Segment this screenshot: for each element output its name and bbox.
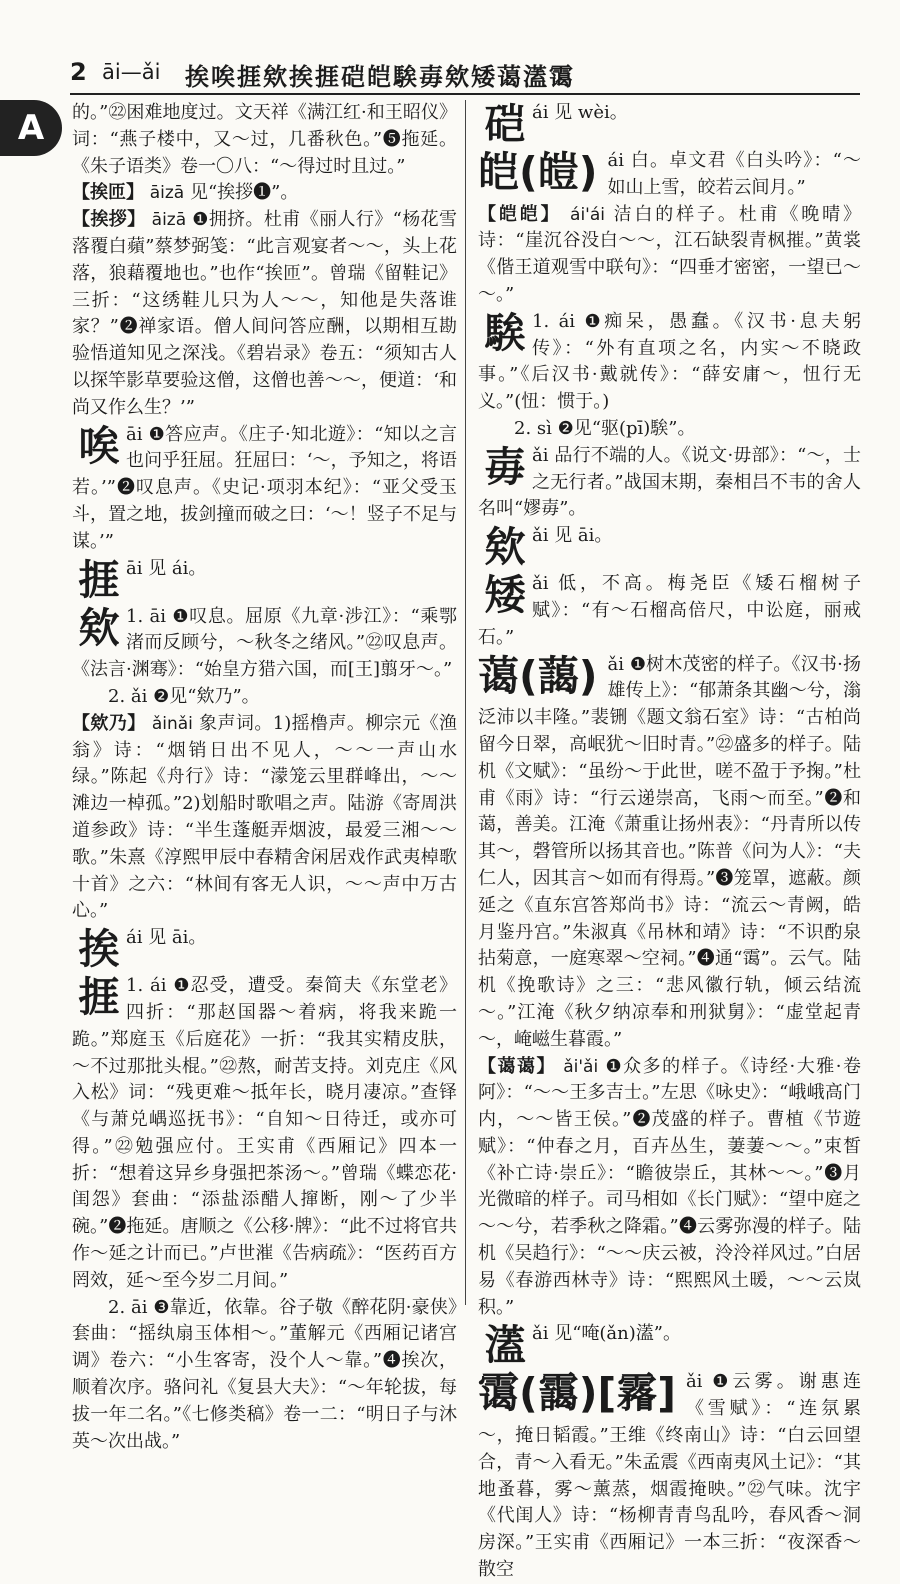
entry-definition: āi ❶答应声。《庄子·知北遊》：“知以之言也问乎狂屈。狂屈曰：‘～，予知之，将语若。’”❷叹息声。《史记·项羽本纪》：“亚父受玉斗，置之地，拔剑撞而破之曰：‘～！竖子不足与谋。’”: [72, 423, 457, 552]
headword-character: 騃: [484, 308, 526, 357]
headword-entry: [478, 1321, 861, 1370]
entry-definition: ǎi ❶云雾。谢惠连《雪赋》：“连氛累～，掩日韬霞。”王维《终南山》诗：“白云回望合，青～入看无。”朱孟震《西南夷风土记》：“其地蚤暮，雾～薰蒸，烟霞掩映。”㉒气味。沈宇《代闺人》诗：“杨柳青青鸟乱吟，春风香～洞房深。”王实甫《西厢记》一本三折：“夜深香～散空: [478, 1371, 861, 1581]
entry-definition: ǎi 低，不高。梅尧臣《矮石榴树子赋》：“有～石榴高倍尺，中讼庭，丽戒石。”: [478, 573, 861, 648]
headword-character: 唉: [78, 421, 120, 470]
entry-definition: ái 白。卓文君《白头吟》：“～如山上雪，皎若云间月。”: [607, 150, 861, 198]
compound-term: 【蔼蔼】: [478, 1055, 556, 1077]
compound-entry: [72, 711, 457, 925]
headword-character: 矮: [484, 571, 526, 620]
headword-character: 捱: [78, 973, 120, 1022]
entry-definition: ǎi ❶树木茂密的样子。《汉书·扬雄传上》：“郁萧条其幽～兮，滃泛沛以丰隆。”裴铏《题文翁石室》诗：“古柏尚留今日翠，高岷犹～旧时青。”㉒盛多的样子。陆机《文赋》：“虽纷～于此世，嗟不盈于予掬。”杜甫《雨》诗：“行云递崇高，飞雨～而至。”❷和蔼，善美。江淹《萧重让扬州表》：“丹青所以传其～，磬管所以扬其音也。”陈普《问为人》：“夫仁人，因其言～如而有得焉。”❸笼罩，遮蔽。颜延之《直东宫答郑尚书》诗：“流云～青阙，皓月鉴丹宫。”朱淑真《吊林和靖》诗：“不识酌泉拈菊意，一庭寒翠～空祠。”❹通“霭”。云气。陆机《挽歌诗》之三：“悲风徽行轨，倾云结流～。”江淹《秋夕纳凉奉和刑狱舅》：“虚堂起青～，崦嵫生暮霞。”: [478, 653, 861, 1050]
compound-entry: [72, 180, 457, 207]
pinyin-range: āi—ǎi: [102, 60, 161, 84]
headword-entry: [478, 652, 861, 1054]
page-header: [0, 0, 900, 98]
headword-entry: [72, 555, 457, 604]
headword-entry: [72, 925, 457, 974]
headword-character: 毐: [484, 442, 526, 491]
right-column: [478, 100, 862, 1581]
headword-character: 皑(皚): [478, 148, 598, 196]
column-divider: [465, 100, 466, 1305]
compound-definition: 见“挨拶❶”。: [189, 182, 299, 204]
headword-character: 蔼(藹): [478, 651, 598, 700]
headword-entry: [478, 148, 861, 202]
headword-character: 欸: [484, 523, 526, 572]
headword-entry: [478, 1369, 861, 1583]
headword-character: 挨: [78, 925, 120, 974]
headword-entry: [478, 100, 861, 148]
entry-definition: ái 见 āi。: [126, 927, 207, 949]
entry-definition: āi 见 ái。: [126, 557, 207, 579]
headword-entry: [478, 443, 861, 523]
entry-definition: 1. ái ❶痴呆，愚蠢。《汉书·息夫躬传》：“外有直项之名，内实～不晓政事。”《后汉书·戴就传》：“薛安庸～，忸行无义。”(忸：惯于。): [478, 310, 861, 413]
header-characters: 挨唉捱欸挨捱硙皑騃毐欸矮蔼濭霭: [185, 63, 575, 91]
compound-pinyin: ǎinǎi: [151, 713, 193, 734]
compound-definition: ❶拥挤。杜甫《丽人行》“杨花雪落覆白蘋”蔡梦弼笺：“此言观宴者～～，头上花落，狼藉覆地也。”也作“挨匝”。曾瑞《留鞋记》三折：“这绣鞋儿只为人～～，知他是失落谁家？”❷禅家语。僧人间问答应酬，以期相互勘验悟道知见之深浅。《碧岩录》卷五：“须知古人以探竿影草要验这僧，这僧也善～～，便道：‘和尚又作么生？’”: [72, 209, 457, 418]
entry-definition: 1. āi ❶叹息。屈原《九章·涉江》：“乘鄂渚而反顾兮，～秋冬之绪风。”㉒叹息声。《法言·渊骞》：“始皇方猎六国，而[王]翦牙～。”: [72, 605, 457, 681]
left-column: [72, 100, 457, 1452]
compound-pinyin: ái'ái: [570, 204, 605, 225]
headword-entry: [478, 571, 861, 651]
compound-term: 【挨匝】: [72, 182, 144, 204]
headword-character: 欸: [78, 603, 120, 652]
compound-term: 【皑皑】: [478, 203, 562, 225]
headword-character: 濭: [484, 1321, 526, 1370]
entry-text: 2. sì ❷见“驱(pī)騃”。: [514, 417, 696, 439]
entry-continuation: [72, 100, 457, 180]
entry-text: 2. ǎi ❷见“欸乃”。: [108, 685, 260, 707]
compound-definition: 象声词。1)摇橹声。柳宗元《渔翁》诗：“烟销日出不见人，～～一声山水绿。”陈起《舟行》诗：“濛笼云里群峰出，～～滩边一棹孤。”2)划船时歌唱之声。陆游《寄周洪道参政》诗：“半生蓬艇弄烟波，最爱三湘～～歌。”朱熹《淳熙甲辰中春精舍闲居戏作武夷棹歌十首》之六：“林间有客无人识，～～声中万古心。”: [72, 712, 457, 922]
entry-continuation: [72, 684, 457, 711]
compound-term: 【挨拶】: [72, 209, 146, 231]
headword-character: 硙: [484, 100, 526, 148]
compound-definition: ❶众多的样子。《诗经·大雅·卷阿》：“～～王多吉士。”左思《咏史》：“峨峨高门内，～～皆王侯。”❷茂盛的样子。曹植《节遊赋》：“仲春之月，百卉丛生，萋萋～～。”束皙《补亡诗·崇丘》：“瞻彼崇丘，其林～～。”❸月光微暗的样子。司马相如《长门赋》：“望中庭之～～兮，若季秋之降霜。”❹云雾弥漫的样子。陆机《吴趋行》：“～～庆云被，泠泠祥风过。”白居易《春游西林寺》诗：“熙熙风土暖，～～云岚积。”: [478, 1055, 861, 1318]
entry-definition: ǎi 见“唵(ǎn)濭”。: [532, 1323, 681, 1345]
headword-character: 霭(靄)[霿]: [478, 1369, 676, 1418]
compound-entry: [478, 202, 861, 309]
entry-continuation: [478, 416, 861, 443]
page-number: 2: [70, 58, 87, 86]
entry-definition: ǎi 见 āi。: [532, 525, 613, 547]
compound-term: 【欸乃】: [72, 712, 146, 734]
headword-entry: [72, 422, 457, 556]
compound-definition: 洁白的样子。杜甫《晚晴》诗：“崖沉谷没白～～，江石缺裂青枫摧。”黄裳《偕王道观雪中联句》：“四垂才密密，一望已～～。”: [478, 203, 862, 305]
compound-pinyin: āizā: [149, 183, 185, 204]
compound-pinyin: āizā: [151, 210, 187, 231]
entry-definition: ái 见 wèi。: [532, 102, 628, 123]
compound-entry: [478, 1054, 861, 1322]
header-rule: [70, 93, 860, 95]
compound-entry: [72, 207, 457, 421]
headword-entry: [478, 523, 861, 572]
headword-entry: [72, 604, 457, 684]
entry-definition: 1. ái ❶忍受，遭受。秦简夫《东堂老》四折：“那赵国器～着病，将我来跪一跪。”郑庭玉《后庭花》一折：“我其实精皮肤，～不过那批头棍。”㉒熬，耐苦支持。刘克庄《风入松》词：“残更难～抵年长，晓月凄凉。”查铎《与萧兑嵎巡抚书》：“自知～日待迁，或亦可得。”㉒勉强应付。王实甫《西厢记》四本一折：“想着这异乡身强把茶汤～。”曾瑞《蝶恋花·闺怨》套曲：“添盐添醋人撺断，刚～了少半碗。”❷拖延。唐顺之《公移·牌》：“此不过将官共作～延之计而已。”卢世漼《告病疏》：“医药百方罔效，延～至今岁二月间。”: [72, 975, 457, 1291]
headword-entry: [478, 309, 861, 416]
entry-text: 的。”㉒困难地度过。文天祥《满江红·和王昭仪》词：“燕子楼中，又～过，几番秋色。”❺拖延。《朱子语类》卷一〇八：“～得过时且过。”: [72, 102, 457, 177]
entry-text: 2. āi ❸靠近，依靠。谷子敬《醉花阴·豪侠》套曲：“摇纨扇玉体相～。”董解元《西厢记诸宫调》卷六：“小生客寄，没个人～靠。”❹挨次，顺着次序。骆问礼《复县大夫》：“～年轮拔，每拔一年二名。”《七修类稿》卷一二：“明日子与沐英～次出战。”: [72, 1296, 457, 1452]
entry-continuation: [72, 1295, 457, 1456]
headword-entry: [72, 973, 457, 1295]
section-tab[interactable]: A: [0, 100, 62, 156]
headword-character: 捱: [78, 555, 120, 604]
entry-definition: ǎi 品行不端的人。《说文·毋部》：“～，士之无行者。”战国末期，秦相吕不韦的舍人名叫“嫪毐”。: [478, 444, 861, 520]
compound-pinyin: ǎi'ǎi: [563, 1056, 599, 1077]
